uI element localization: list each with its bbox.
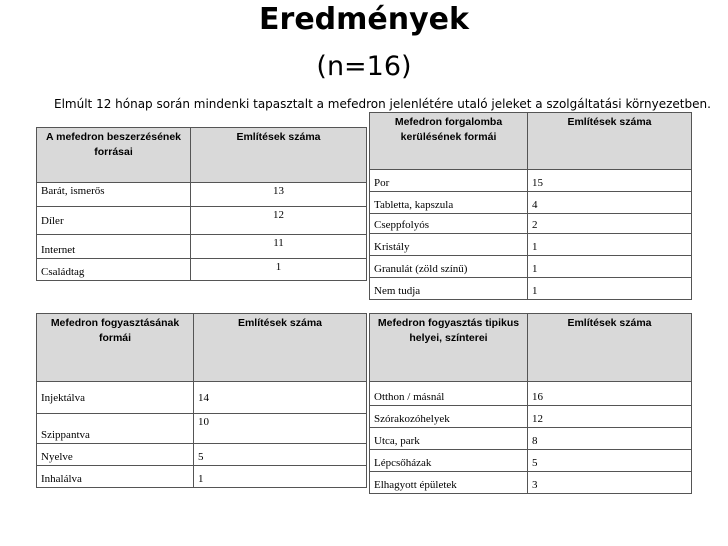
row-label: Granulát (zöld színű) <box>370 256 528 278</box>
row-value: 15 <box>528 170 692 192</box>
table-row <box>37 414 367 444</box>
row-label: Lépcsőházak <box>370 450 528 472</box>
table-row <box>37 259 367 281</box>
table-row <box>37 466 367 488</box>
row-label: Kristály <box>370 234 528 256</box>
row-label: Nyelve <box>37 444 194 466</box>
table-header-row <box>37 128 367 183</box>
row-value: 1 <box>528 256 692 278</box>
row-value: 1 <box>194 466 367 488</box>
table-header-row <box>37 314 367 382</box>
row-value: 11 <box>191 235 367 259</box>
table-row <box>370 214 692 234</box>
row-label: Szippantva <box>37 414 194 444</box>
row-value: 3 <box>528 472 692 494</box>
header-cell: A mefedron beszerzésének forrásai <box>37 128 191 183</box>
table-row <box>37 382 367 414</box>
header-cell: Mefedron fogyasztás tipikus helyei, színterei <box>370 314 528 382</box>
table-row <box>37 444 367 466</box>
table-row <box>370 406 692 428</box>
table-row <box>370 192 692 214</box>
row-value: 10 <box>194 414 367 444</box>
table-header-row <box>370 113 692 170</box>
row-value: 1 <box>191 259 367 281</box>
table-row <box>370 450 692 472</box>
slide-subtitle: (n=16) <box>316 51 412 82</box>
table-header-row <box>370 314 692 382</box>
row-value: 1 <box>528 234 692 256</box>
row-value: 2 <box>528 214 692 234</box>
slide-title: Eredmények <box>259 2 469 37</box>
row-label: Inhalálva <box>37 466 194 488</box>
row-label: Cseppfolyós <box>370 214 528 234</box>
row-label: Otthon / másnál <box>370 382 528 406</box>
table-row <box>370 472 692 494</box>
header-cell: Mefedron forgalomba kerülésének formái <box>370 113 528 170</box>
row-value: 14 <box>194 382 367 414</box>
header-cell: Említések száma <box>528 314 692 382</box>
row-value: 16 <box>528 382 692 406</box>
row-value: 12 <box>528 406 692 428</box>
row-value: 4 <box>528 192 692 214</box>
row-value: 12 <box>191 207 367 235</box>
row-value: 13 <box>191 183 367 207</box>
row-value: 8 <box>528 428 692 450</box>
row-label: Por <box>370 170 528 192</box>
header-cell: Említések száma <box>194 314 367 382</box>
table-row <box>370 278 692 300</box>
table-row <box>370 170 692 192</box>
row-value: 5 <box>528 450 692 472</box>
table-row <box>370 256 692 278</box>
row-label: Családtag <box>37 259 191 281</box>
table-row <box>37 183 367 207</box>
table-row <box>37 207 367 235</box>
row-label: Tabletta, kapszula <box>370 192 528 214</box>
row-value: 1 <box>528 278 692 300</box>
row-label: Nem tudja <box>370 278 528 300</box>
header-cell: Említések száma <box>191 128 367 183</box>
row-label: Injektálva <box>37 382 194 414</box>
table-row <box>370 428 692 450</box>
table-row <box>370 234 692 256</box>
slide-note: Elmúlt 12 hónap során mindenki tapasztalt a mefedron jelenlétére utaló jeleket a szolgáltatási környezetben. <box>54 97 711 111</box>
consumption-table <box>36 313 367 488</box>
row-label: Szórakozóhelyek <box>370 406 528 428</box>
row-label: Barát, ismerős <box>37 183 191 207</box>
forms-table <box>369 112 692 300</box>
row-label: Utca, park <box>370 428 528 450</box>
table-row <box>370 382 692 406</box>
row-value: 5 <box>194 444 367 466</box>
row-label: Elhagyott épületek <box>370 472 528 494</box>
places-table <box>369 313 692 494</box>
table-row <box>37 235 367 259</box>
source-table <box>36 127 367 281</box>
row-label: Díler <box>37 207 191 235</box>
row-label: Internet <box>37 235 191 259</box>
header-cell: Említések száma <box>528 113 692 170</box>
header-cell: Mefedron fogyasztásának formái <box>37 314 194 382</box>
